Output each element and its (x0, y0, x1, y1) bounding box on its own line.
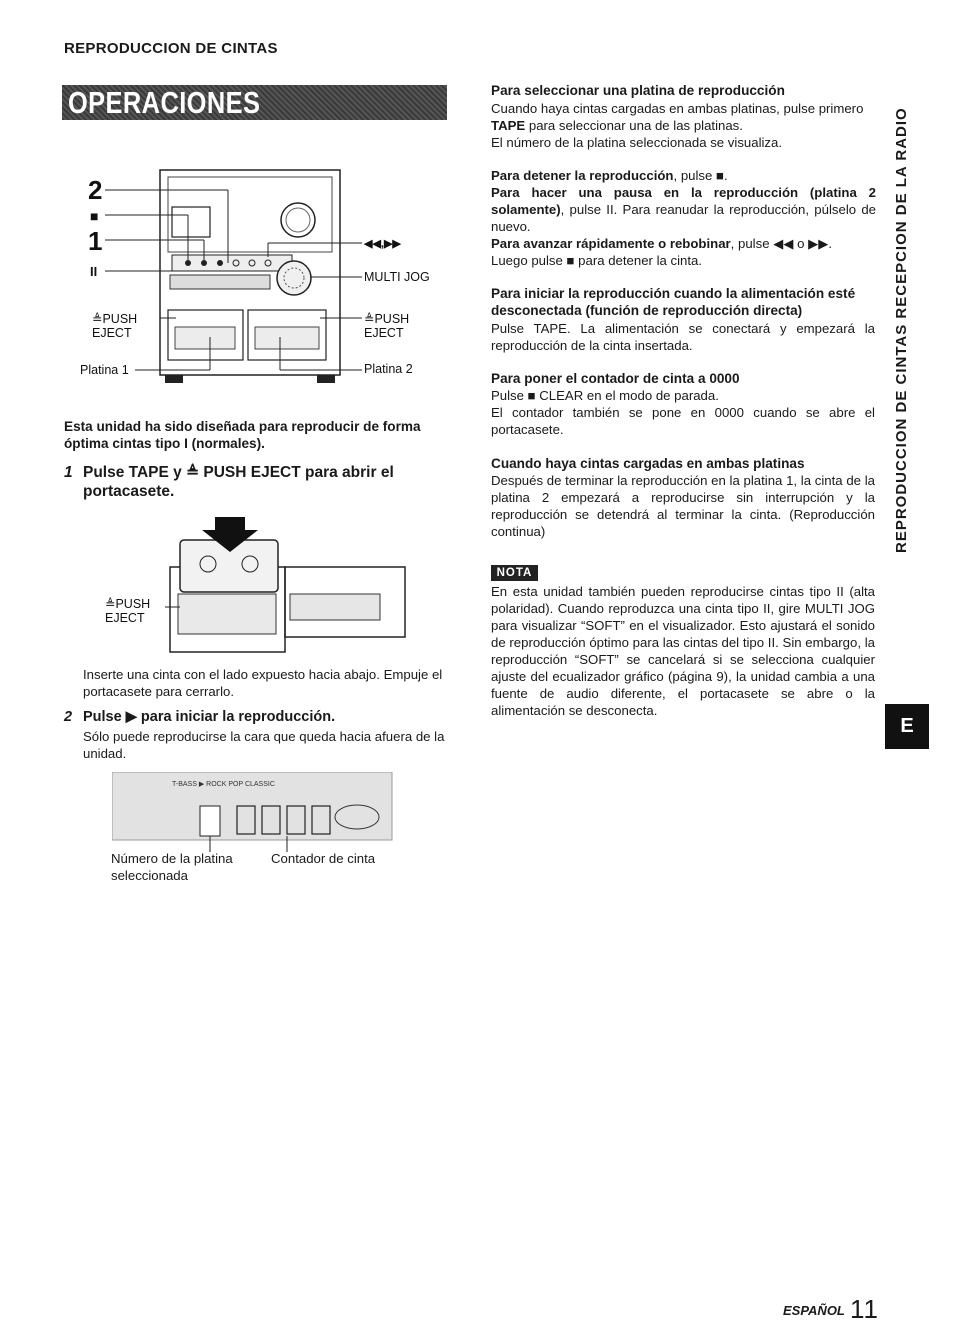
step-1-text: Pulse TAPE y ≜ PUSH EJECT para abrir el portacasete. (83, 464, 394, 500)
cassette-label-push: ≜PUSH (105, 597, 151, 611)
heading-both-decks: Cuando haya cintas cargadas en ambas platinas (491, 456, 805, 471)
label-push-right-1: ≜PUSH (364, 312, 410, 326)
label-multi-jog: MULTI JOG (364, 270, 430, 284)
label-skip: ◀◀,▶▶ (364, 238, 401, 250)
footer-language: ESPAÑOL (783, 1303, 845, 1318)
display-label-deck: Número de la platina seleccionada (111, 851, 233, 883)
para-both-decks: Después de terminar la reproducción en la platina 1, la cinta de la platina 2 empezará a reproducirse sin interrupción y la reproducción se detendrá al terminar la cinta. (Reproducción continua) (491, 473, 875, 539)
para-controls (491, 167, 876, 269)
label-platina-1: Platina 1 (80, 363, 129, 377)
cassette-insert-diagram (100, 512, 410, 662)
label-push-right-2: EJECT (364, 326, 404, 340)
para-counter-reset (491, 387, 875, 438)
para-direct-play: Pulse TAPE. La alimentación se conectará y empezará la reproducción de la cinta insertada. (491, 321, 875, 353)
step-2-heading (64, 708, 448, 727)
label-push-left-1: ≜PUSH (92, 312, 138, 326)
para-nota: En esta unidad también pueden reproducirse cintas tipo II (alta polaridad). Cuando reproduzca una cinta tipo II, gire MULTI JOG para visualizar “SOFT” en el visualizador. Esto ajustará el sonido de reproducción óptimo para las cintas del tipo II. Sin embargo, la reproducción “SOFT” se cancelará si se selecciona cualquier ajuste del ecualizador gráfico (página 9), la unidad cambia a una fuente de audio diferente, el portacasete se abre o la alimentación se desconecta. (491, 584, 875, 718)
multi-jog-knob (277, 261, 311, 295)
label-step-2: 2 (88, 175, 103, 205)
language-tab: E (885, 704, 929, 749)
label-pause: II (90, 264, 98, 279)
note-tape-type: Esta unidad ha sido diseñada para reproducir de forma óptima cintas tipo I (normales). (64, 419, 421, 451)
para-counter-reset-1: Pulse ■ CLEAR en el modo de parada. (491, 388, 719, 403)
stop-heading: Para detener la reproducción (491, 168, 674, 183)
para-select-deck-2 (491, 117, 876, 134)
display-diagram (112, 772, 394, 852)
ff-rest: , pulse ◀◀ o ▶▶. (730, 236, 833, 251)
heading-select-deck: Para seleccionar una platina de reproducción (491, 83, 785, 98)
ff-rest-2: Luego pulse ■ para detener la cinta. (491, 253, 703, 268)
para-select-deck (491, 100, 876, 151)
page-title-text: OPERACIONES BASICAS (68, 85, 261, 155)
label-step-1: 1 (88, 226, 103, 256)
cassette-label-eject: EJECT (105, 611, 145, 625)
heading-counter-reset: Para poner el contador de cinta a 0000 (491, 371, 740, 386)
para-select-deck-1: Cuando haya cintas cargadas en ambas platinas, pulse primero (491, 101, 864, 116)
tape-bold: TAPE (491, 118, 526, 133)
pause-rest: , pulse II. Para reanudar la reproducción, púlselo de nuevo. (491, 202, 876, 234)
ff-heading: Para avanzar rápidamente o rebobinar (491, 236, 731, 251)
page-number: 11 (850, 1294, 879, 1324)
step-1-number: 1 (64, 464, 73, 481)
display-label-counter: Contador de cinta (271, 851, 376, 866)
section-header: REPRODUCCION DE CINTAS (64, 40, 278, 57)
display-top-text: T-BASS ▶ ROCK POP CLASSIC (172, 781, 275, 788)
step-2-text: Pulse ▶ para iniciar la reproducción. (83, 709, 336, 725)
pause-heading: Para hacer una pausa en la reproducción (platina 2 solamente) (491, 185, 876, 217)
step-1-heading (64, 463, 448, 501)
para-counter-reset-2: El contador también se pone en 0000 cuando se abre el portacasete. (491, 405, 875, 437)
nota-badge: NOTA (491, 565, 538, 581)
label-push-left-2: EJECT (92, 326, 132, 340)
para-select-deck-3: El número de la platina seleccionada se visualiza. (491, 135, 783, 150)
page-title (62, 85, 447, 155)
step-1-body: Inserte una cinta con el lado expuesto hacia abajo. Empuje el portacasete para cerrarlo. (83, 667, 443, 699)
step-2-number: 2 (64, 709, 73, 725)
label-platina-2: Platina 2 (364, 362, 413, 376)
para-select-deck-2-rest: para seleccionar una de las platinas. (525, 118, 743, 133)
sidebar-vertical-text: REPRODUCCION DE CINTAS RECEPCION DE LA RADIO (893, 107, 910, 553)
label-stop: ■ (90, 208, 99, 224)
stereo-unit-diagram (80, 165, 450, 395)
step-2-body: Sólo puede reproducirse la cara que queda hacia afuera de la unidad. (83, 729, 445, 761)
heading-direct-play: Para iniciar la reproducción cuando la alimentación esté desconectada (función de reproducción directa) (491, 286, 856, 318)
stop-rest: , pulse ■. (673, 168, 728, 183)
